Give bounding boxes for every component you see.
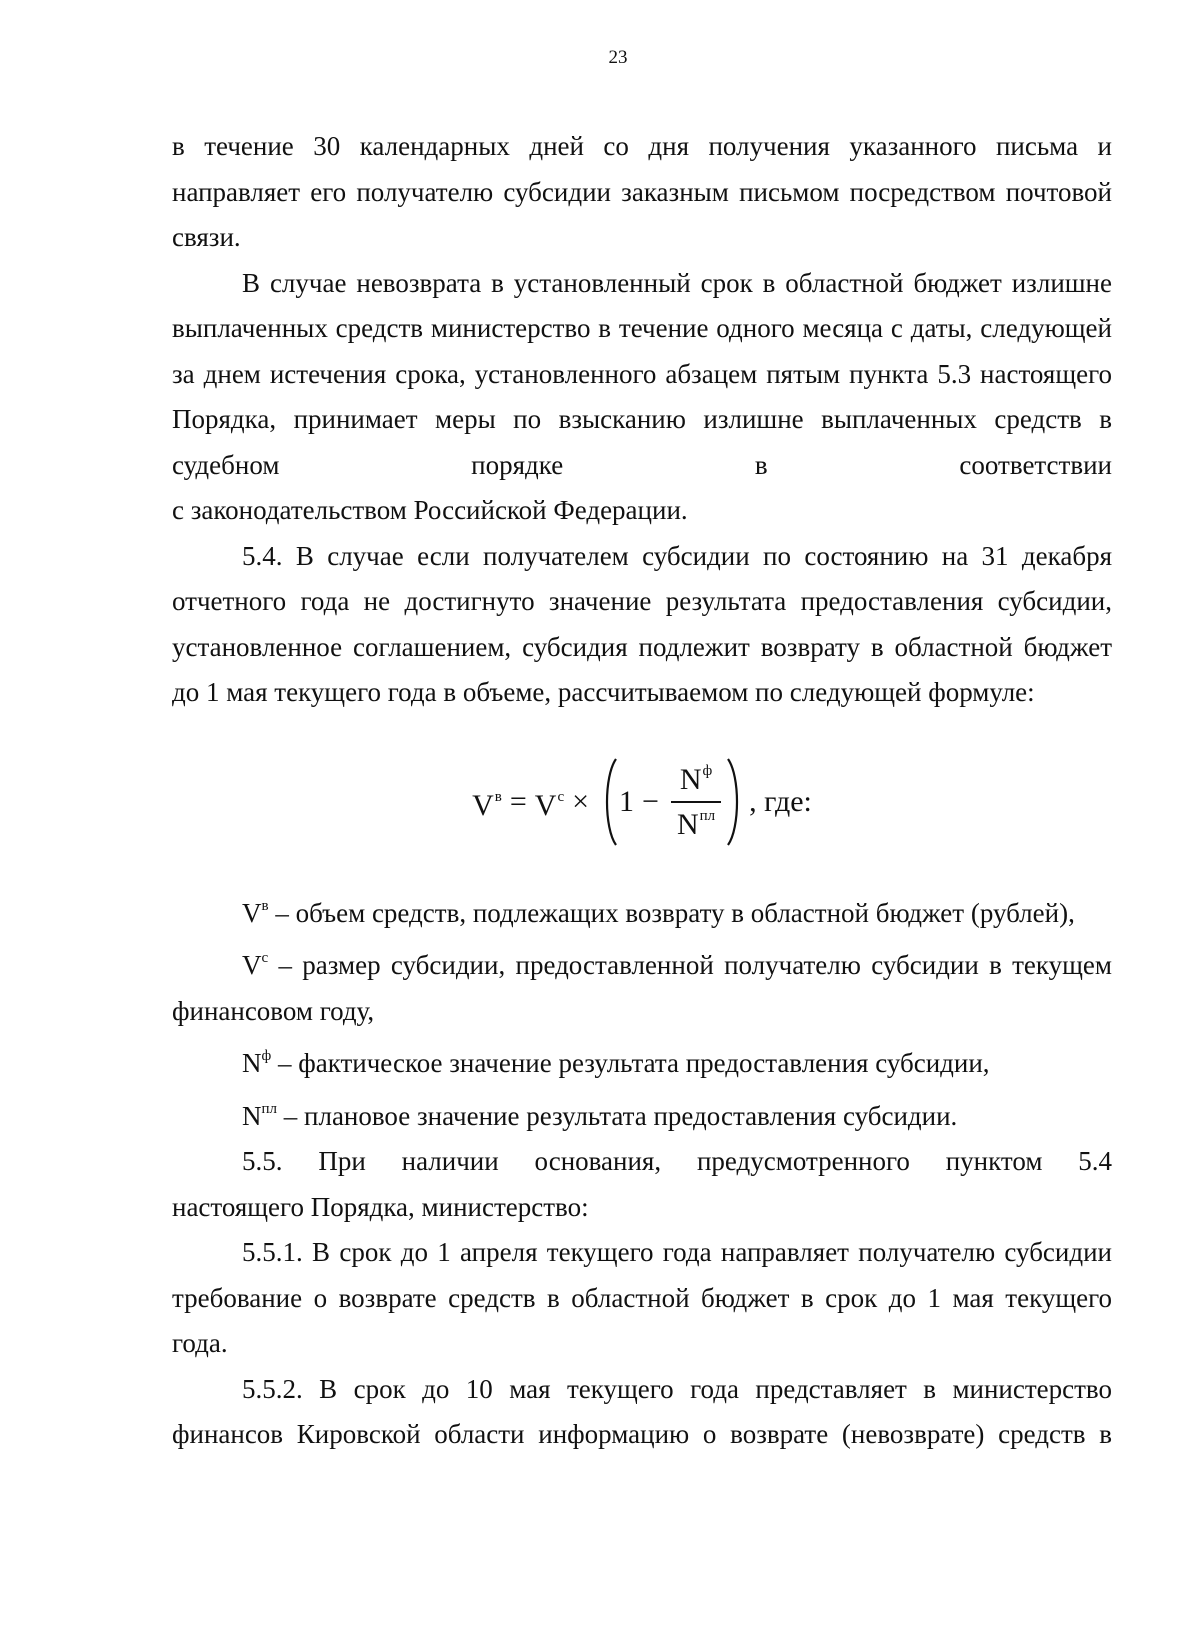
definition-vc: $V^с$ – размер субсидии, предоставленной получателю субсидии в текущем финансовом году, <box>172 950 1112 1026</box>
document-body <box>172 124 1112 1458</box>
definition-nf: $N^ф$ – фактическое значение результата предоставления субсидии, <box>242 1048 990 1078</box>
formula-one: 1 <box>619 784 635 818</box>
formula-where: , где: <box>749 784 812 818</box>
formula-times: × <box>572 784 590 818</box>
fraction-bar <box>671 801 721 803</box>
formula-parenthesized-group <box>601 756 743 848</box>
clause-5-4: 5.4. В случае если получателем субсидии по состоянию на 31 декабря отчетного года не достигнуто значение результата предоставления субсидии, установленное соглашением, субсидия подлежит возврату в областной бюджет до 1 мая текущего года в объеме, рассчитываемом по следующей формуле: <box>172 540 1112 707</box>
paragraph-overpayment-recovery-end: с законодательством Российской Федерации. <box>172 495 688 525</box>
clause-5-5: 5.5. При наличии основания, предусмотренного пунктом 5.4 <box>242 1146 1112 1176</box>
return-volume-formula <box>172 742 1112 862</box>
formula-minus: − <box>642 784 659 818</box>
formula-lhs: $V^в$ <box>472 788 502 822</box>
definition-vb: $V^в$ – объем средств, подлежащих возврату в областной бюджет (рублей), <box>242 897 1075 928</box>
formula-fraction <box>671 762 721 842</box>
formula-equals: = <box>509 784 527 818</box>
formula-denominator: $N^{пл}$ <box>676 807 716 841</box>
left-parenthesis <box>601 756 619 848</box>
right-parenthesis <box>725 756 743 848</box>
paragraph-continuation: в течение 30 календарных дней со дня получения указанного письма и направляет его получателю субсидии заказным письмом посредством почтовой связи. <box>172 131 1112 252</box>
clause-5-5-2: 5.5.2. В срок до 10 мая текущего года представляет в министерство финансов Кировской области информацию о возврате (невозврате) средств в <box>172 1373 1112 1449</box>
clause-5-5-end: настоящего Порядка, министерство: <box>172 1191 589 1222</box>
formula-subsidy-term: $V^с$ <box>534 788 565 822</box>
paragraph-overpayment-recovery: В случае невозврата в установленный срок в областной бюджет излишне выплаченных средств министерство в течение одного месяца с даты, следующей за днем истечения срока, установленного абзацем пятым пункта 5.3 настоящего Порядка, принимает меры по взысканию излишне выплаченных средств в судебном порядке в соответствии <box>172 267 1112 480</box>
formula-numerator: $N^ф$ <box>679 762 713 796</box>
page-number: 23 <box>608 47 628 68</box>
clause-5-5-1: 5.5.1. В срок до 1 апреля текущего года направляет получателю субсидии требование о возврате средств в областной бюджет в срок до 1 мая текущего года. <box>172 1237 1112 1358</box>
definition-npl: $N^{пл}$ – плановое значение результата предоставления субсидии. <box>242 1100 958 1131</box>
